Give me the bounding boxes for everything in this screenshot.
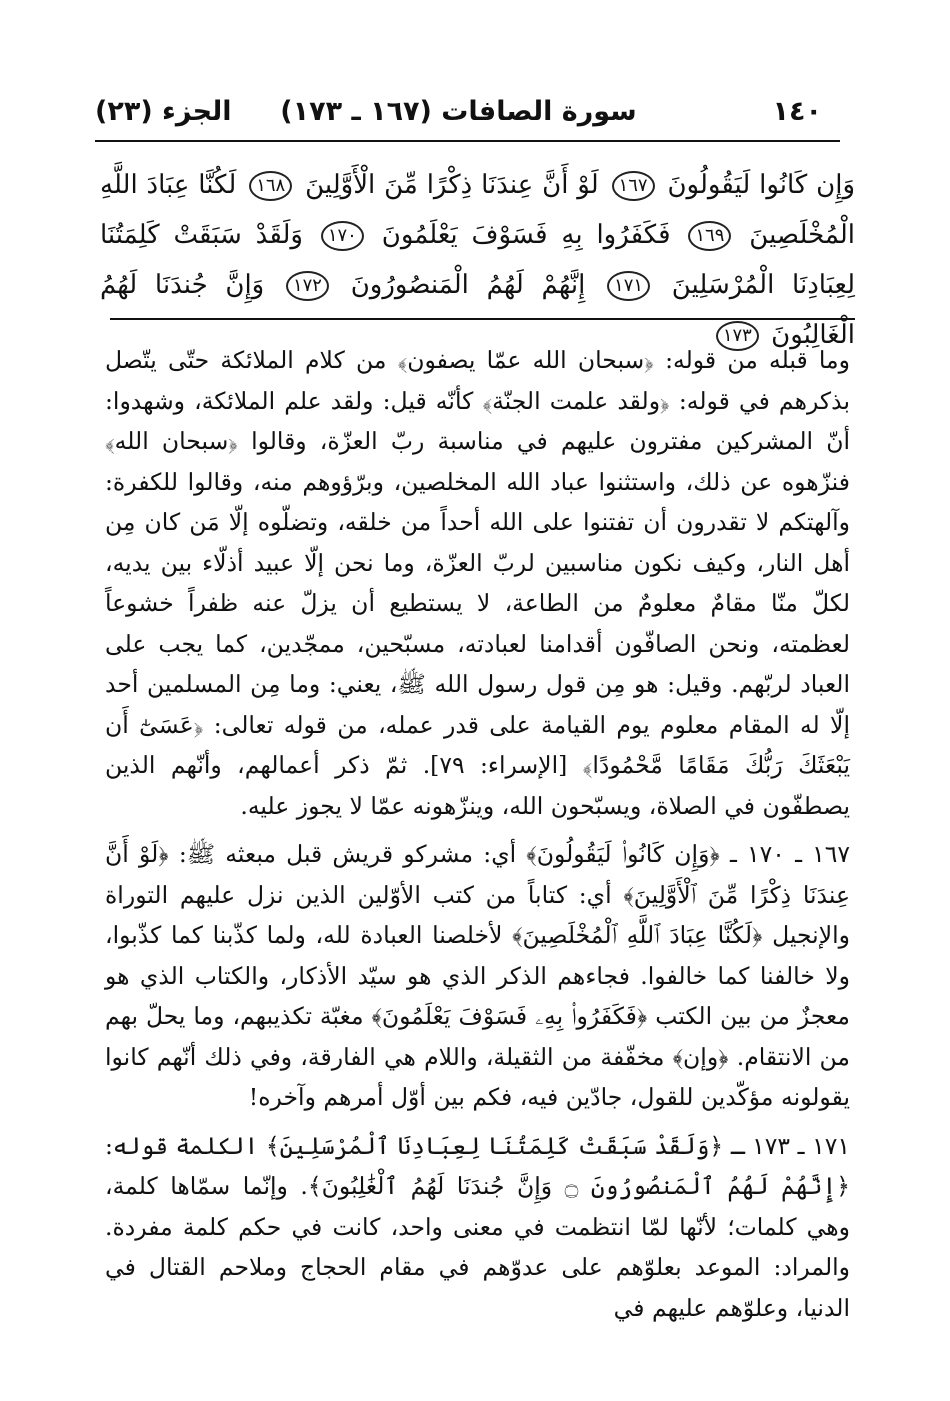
verse-text: إِنَّهُمْ لَهُمُ الْمَنصُورُونَ	[350, 270, 586, 300]
surah-range-title: سورة الصافات (١٦٧ ـ ١٧٣)	[280, 96, 637, 127]
juz-label: الجزء (٢٣)	[95, 96, 232, 127]
verse-text: لَكُنَّا عِبَادَ اللَّهِ الْمُخْلَصِينَ	[100, 170, 856, 250]
page-number: ١٤٠	[772, 96, 822, 127]
verse-number-marker: ١٧١	[607, 271, 650, 301]
verses-separator-rule	[110, 318, 855, 320]
quran-verses-block	[100, 160, 856, 350]
verse-number-marker: ١٦٨	[249, 171, 292, 201]
verse-number-marker: ١٧٠	[321, 221, 364, 251]
verse-number-marker: ١٧٣	[716, 321, 759, 351]
commentary-paragraph	[105, 1126, 850, 1329]
verse-number-marker: ١٧٢	[286, 271, 329, 301]
page-header	[95, 88, 822, 136]
paragraph-text: ١٧١ ـ ١٧٣ ـ ﴿وَلَقَدْ سَبَقَتْ كَلِمَتُنَا لِعِبَادِنَا ٱلْمُرْسَلِينَ﴾ الكلمة قوله: ﴿إِنَّهُمْ لَهُمُ ٱلْمَنصُورُونَ ۝ وَإِنَّ جُندَنَا لَهُمُ ٱلْغَٰلِبُونَ﴾. وإنّما سمّاها كلمة، وهي كلمات؛ لأنّها لمّا انتظمت في معنى واحد، كانت في حكم كلمة مفردة. والمراد: الموعد بعلوّهم على عدوّهم في مقام الحجاج وملاحم القتال في الدنيا، وعلوّهم عليهم في	[105, 1131, 850, 1322]
commentary-paragraph	[105, 834, 850, 1118]
verse-number-marker: ١٦٩	[688, 221, 731, 251]
verse-text: فَكَفَرُوا بِهِ فَسَوْفَ يَعْلَمُونَ	[381, 220, 671, 250]
verse-text: وَإِن كَانُوا لَيَقُولُونَ	[667, 170, 856, 200]
commentary-body	[105, 340, 850, 1379]
commentary-paragraph	[105, 340, 850, 826]
header-rule	[95, 140, 840, 142]
paragraph-text: ١٦٧ ـ ١٧٠ ـ ﴿وَإِن كَانُوا۟ لَيَقُولُونَ﴾ أي: مشركو قريش قبل مبعثه ﷺ: ﴿لَوْ أَنَّ عِندَنَا ذِكْرًا مِّنَ ٱلْأَوَّلِينَ﴾ أي: كتاباً من كتب الأوّلين الذين نزل عليهم التوراة والإنجيل ﴿لَكُنَّا عِبَادَ ٱللَّهِ ٱلْمُخْلَصِينَ﴾ لأخلصنا العبادة لله، ولما كذّبنا كما كذّبوا، ولا خالفنا كما خالفوا. فجاءهم الذكر الذي هو سيّد الأذكار، والكتاب الذي هو معجزٌ من بين الكتب ﴿فَكَفَرُوا۟ بِهِۦ فَسَوْفَ يَعْلَمُونَ﴾ مغبّة تكذيبهم، وما يحلّ بهم من الانتقام. ﴿وإن﴾ مخفّفة من الثقيلة، واللام هي الفارقة، وفي ذلك أنّهم كانوا يقولونه مؤكّدين للقول، جادّين فيه، فكم بين أوّل أمرهم وآخره!	[105, 840, 851, 1111]
verse-text: وَلَقَدْ سَبَقَتْ كَلِمَتُنَا لِعِبَادِنَا الْمُرْسَلِينَ	[100, 220, 856, 300]
verse-number-marker: ١٦٧	[612, 171, 655, 201]
paragraph-text: وما قبله من قوله: ﴿سبحان الله عمّا يصفون﴾ من كلام الملائكة حتّى يتّصل بذكرهم في قوله: ﴿ولقد علمت الجنّة﴾ كأنّه قيل: ولقد علم الملائكة، وشهدوا: أنّ المشركين مفترون عليهم في مناسبة ربّ العزّة، وقالوا ﴿سبحان الله﴾ فنزّهوه عن ذلك، واستثنوا عباد الله المخلصين، وبرّؤوهم منه، وقالوا للكفرة: وآلهتكم لا تقدرون أن تفتنوا على الله أحداً من خلقه، وتضلّوه إلّا مَن كان مِن أهل النار، وكيف نكون مناسبين لربّ العزّة، وما نحن إلّا عبيد أذلّاء بين يديه، لكلّ منّا مقامٌ معلومٌ من الطاعة، لا يستطيع أن يزلّ عنه ظفراً خشوعاً لعظمته، ونحن الصافّون أقدامنا لعبادته، مسبّحين، ممجّدين، كما يجب على العباد لربّهم. وقيل: هو مِن قول رسول الله ﷺ، يعني: وما مِن المسلمين أحد إلّا له المقام معلوم يوم القيامة على قدر عمله، من قوله تعالى: ﴿عَسَىٰٓ أَن يَبْعَثَكَ رَبُّكَ مَقَامًا مَّحْمُودًا﴾ [الإسراء: ٧٩]. ثمّ ذكر أعمالهم، وأنّهم الذين يصطفّون في الصلاة، ويسبّحون الله، وينزّهونه عمّا لا يجوز عليه.	[105, 346, 850, 820]
verse-text: لَوْ أَنَّ عِندَنَا ذِكْرًا مِّنَ الْأَوَّلِينَ	[305, 170, 599, 200]
verse-text: وَإِنَّ جُندَنَا لَهُمُ الْغَالِبُونَ	[100, 270, 855, 350]
